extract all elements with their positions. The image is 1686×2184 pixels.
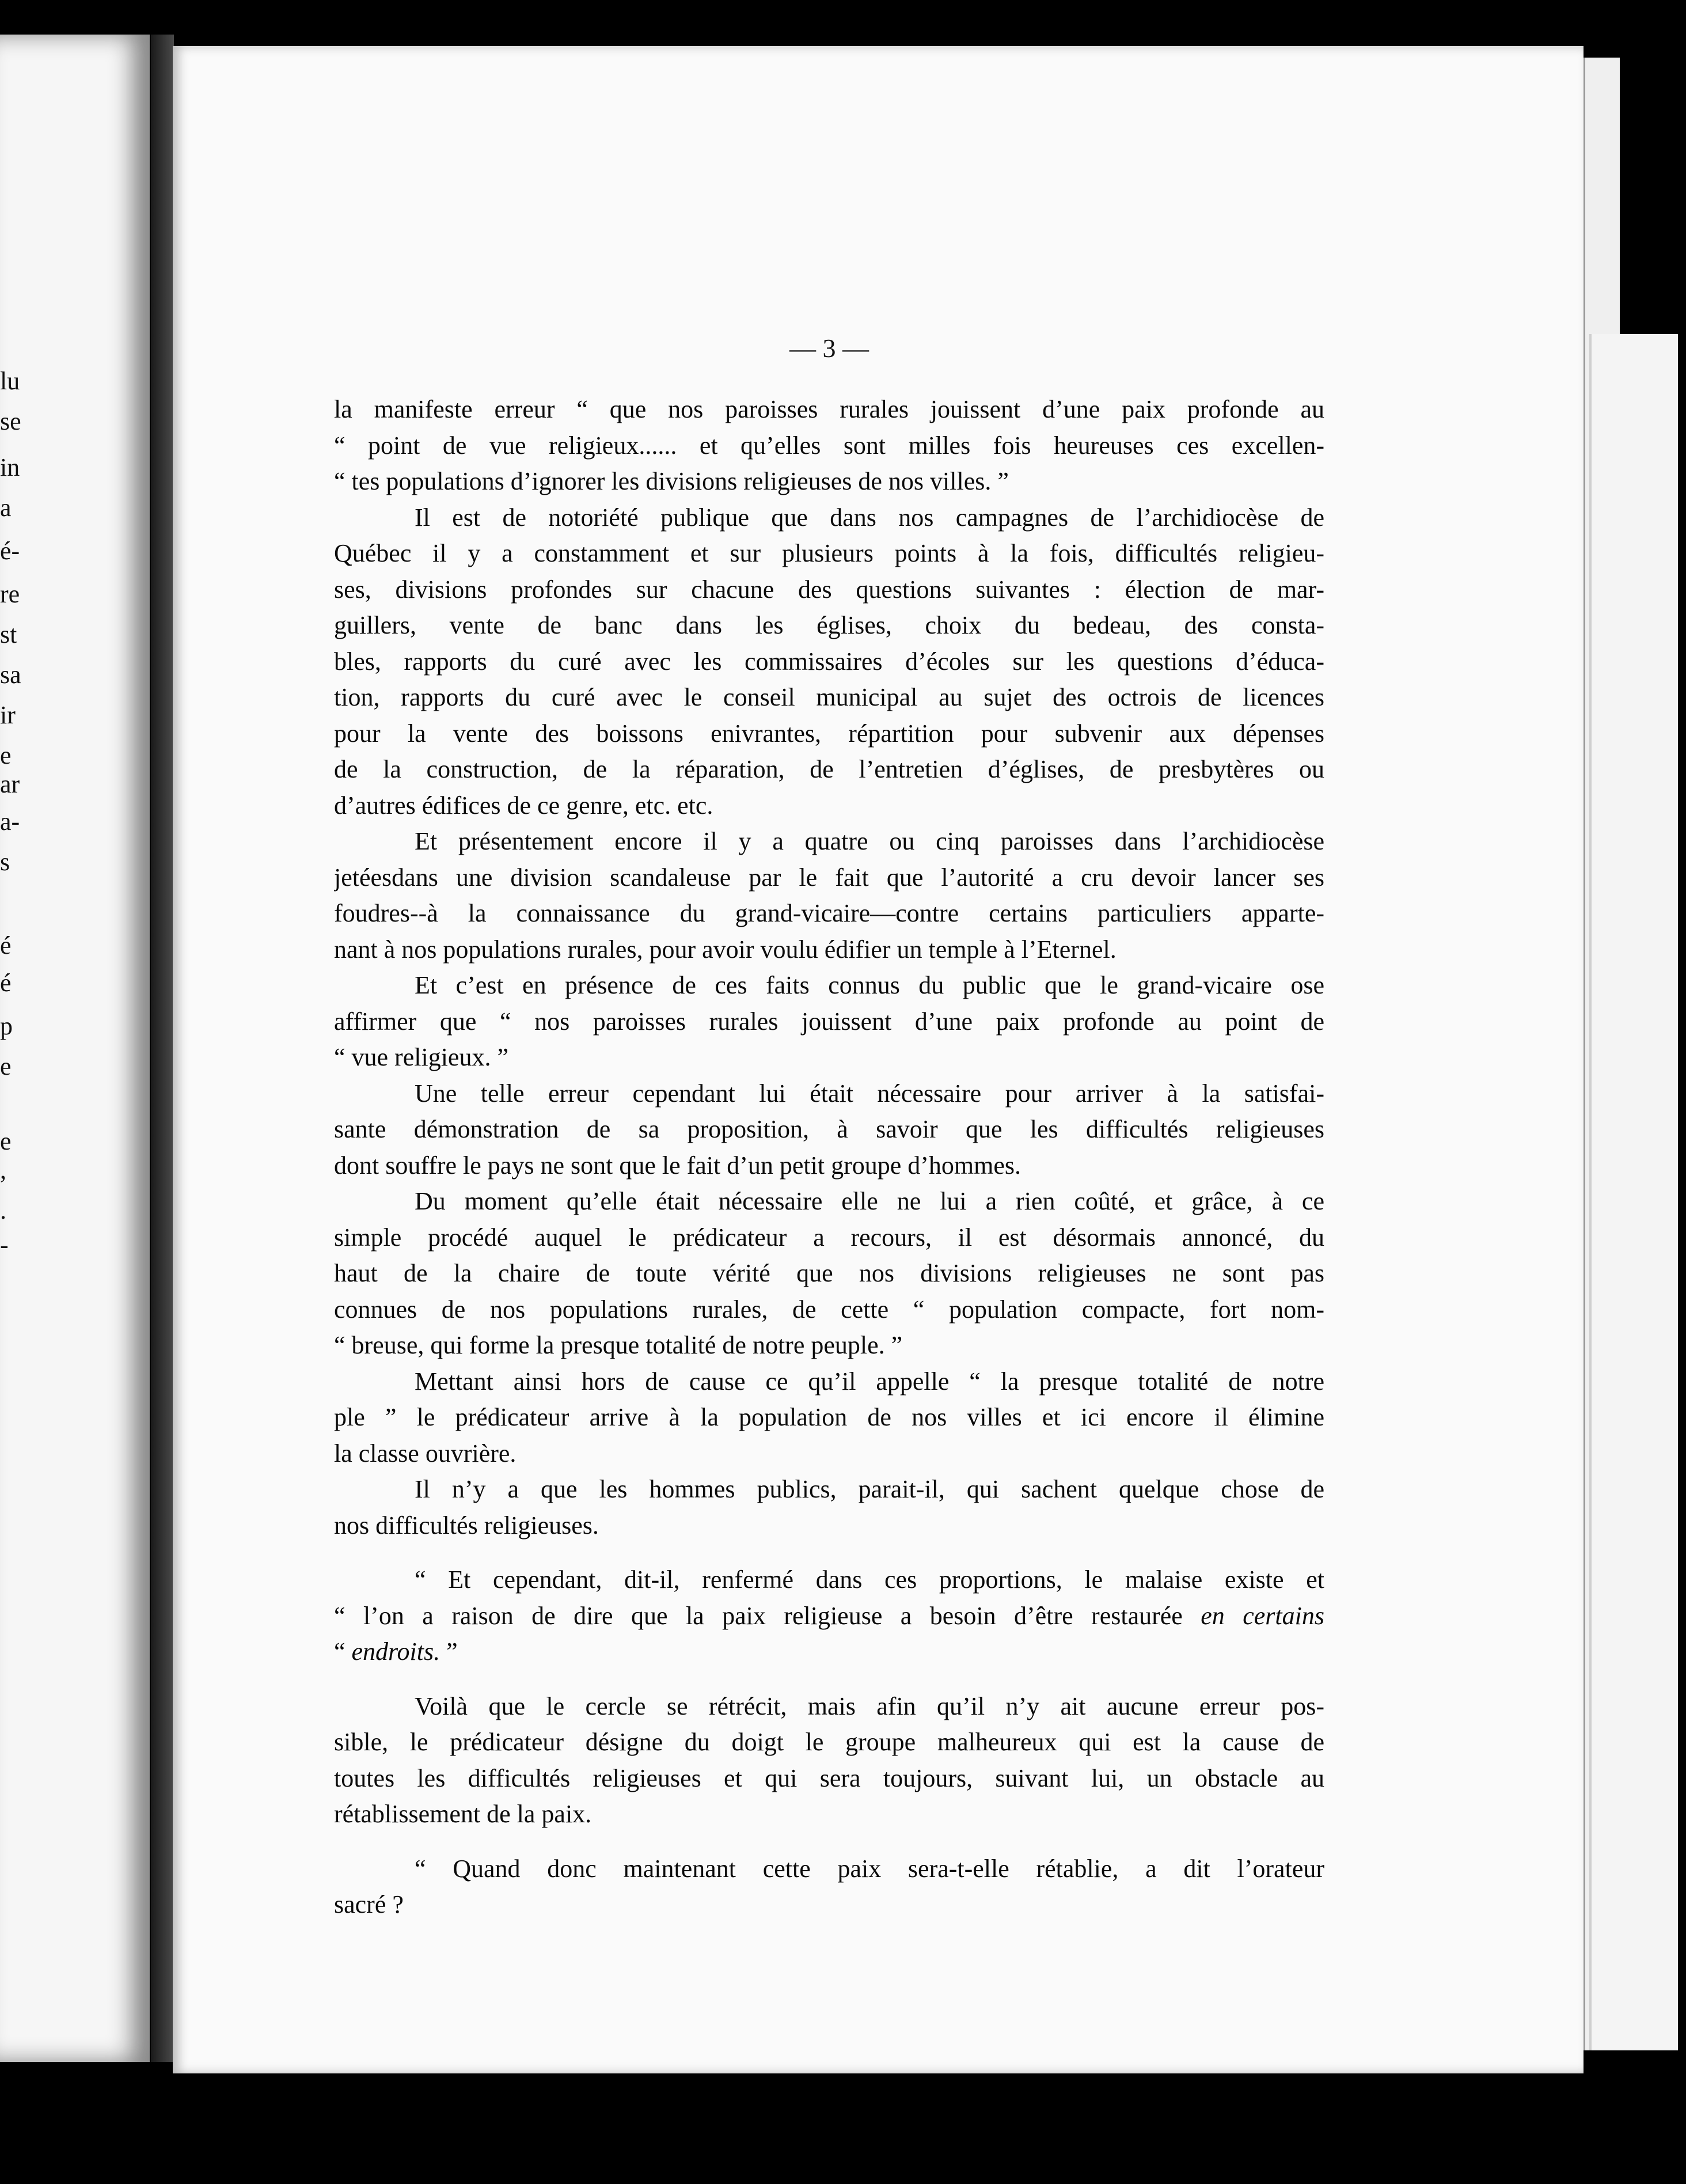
text-line: la classe ouvrière. [334,1439,517,1468]
text-line: haut de la chaire de toute vérité que nos divisions religieuses ne sont pas [334,1259,1324,1287]
text-line: “ breuse, qui forme la presque totalité de notre peuple. ” [334,1331,903,1359]
left-page-fragment: ir [0,701,16,729]
left-facing-page [0,35,150,2062]
left-page-fragment: re [0,580,20,608]
left-page-fragment: lu [0,367,20,395]
text-line: tion, rapports du curé avec le conseil municipal au sujet des octrois de licences [334,683,1324,711]
text-line: sible, le prédicateur désigne du doigt le groupe malheureux qui est la cause de [334,1728,1324,1756]
text-line: foudres--à la connaissance du grand-vicaire—contre certains particuliers apparte- [334,899,1324,927]
left-page-fragment: st [0,620,17,649]
text-line: nant à nos populations rurales, pour avoir voulu édifier un temple à l’Eternel. [334,935,1117,964]
right-page-tab [1589,334,1678,2050]
text-line: Il n’y a que les hommes publics, parait-il, qui sachent quelque chose de [415,1475,1324,1503]
body-text [334,392,1324,1923]
text-line: Du moment qu’elle était nécessaire elle ne lui a rien coûté, et grâce, à ce [415,1187,1324,1215]
text-line: “ vue religieux. ” [334,1043,508,1071]
left-page-fragment: e [0,1127,12,1155]
text-line: “ point de vue religieux...... et qu’elles sont milles fois heureuses ces excellen- [334,431,1324,460]
text-line: guillers, vente de banc dans les églises, choix du bedeau, des consta- [334,611,1324,639]
text-line: la manifeste erreur “ que nos paroisses rurales jouissent d’une paix profonde au [334,395,1324,423]
text-line: ple ” le prédicateur arrive à la population de nos villes et ici encore il élimine [334,1403,1324,1431]
left-page-fragment: s [0,848,10,876]
text-line: “ Et cependant, dit-il, renfermé dans ces proportions, le malaise existe et [415,1565,1324,1594]
text-line: ses, divisions profondes sur chacune des questions suivantes : élection de mar- [334,575,1324,604]
left-page-fragment: é [0,969,12,997]
italic-phrase: en certains [1201,1601,1324,1630]
left-page-fragment: e [0,1052,12,1080]
text-line: toutes les difficultés religieuses et qui sera toujours, suivant lui, un obstacle au [334,1764,1324,1792]
left-page-fragment: é [0,931,12,960]
text-line: de la construction, de la réparation, de l’entretien d’églises, de presbytères ou [334,755,1324,783]
left-page-fragment: se [0,407,21,435]
left-page-fragment: e [0,741,12,769]
left-page-fragment: - [0,1231,9,1259]
text-line: jetéesdans une division scandaleuse par le fait que l’autorité a cru devoir lancer ses [334,863,1324,892]
text-line: simple procédé auquel le prédicateur a recours, il est désormais annoncé, du [334,1223,1324,1252]
left-page-fragment: . [0,1196,6,1224]
left-page-fragment: ar [0,770,20,798]
text-line: “ tes populations d’ignorer les divisions religieuses de nos villes. ” [334,467,1009,495]
text-line: Et présentement encore il y a quatre ou cinq paroisses dans l’archidiocèse [415,827,1324,855]
paragraph-gap [334,1670,1324,1689]
left-page-fragment: in [0,453,20,481]
text-line: “ l’on a raison de dire que la paix religieuse a besoin d’être restaurée en certains [334,1601,1324,1630]
paragraph-gap [334,1544,1324,1562]
text-line: dont souffre le pays ne sont que le fait d’un petit groupe d’hommes. [334,1151,1022,1180]
book-gutter [151,35,174,2062]
text-line: Mettant ainsi hors de cause ce qu’il appelle “ la presque totalité de notre [415,1367,1324,1396]
text-line: sacré ? [334,1890,404,1918]
page-number: — 3 — [789,333,869,363]
left-page-fragment: a [0,494,12,522]
left-page-fragment: é- [0,537,20,565]
italic-phrase: endroits. [351,1637,441,1666]
left-page-fragment: a- [0,807,20,836]
text-line: Québec il y a constamment et sur plusieurs points à la fois, difficultés religieu- [334,539,1324,567]
text-line: sante démonstration de sa proposition, à savoir que les difficultés religieuses [334,1115,1324,1143]
left-page-fragment: p [0,1012,13,1040]
text-line: d’autres édifices de ce genre, etc. etc. [334,791,713,820]
text-line: nos difficultés religieuses. [334,1511,599,1540]
text-line: bles, rapports du curé avec les commissaires d’écoles sur les questions d’éduca- [334,647,1324,676]
text-line: rétablissement de la paix. [334,1800,592,1828]
text-line: Voilà que le cercle se rétrécit, mais afin qu’il n’y ait aucune erreur pos- [415,1692,1324,1720]
text-line: “ Quand donc maintenant cette paix sera-t-elle rétablie, a dit l’orateur [415,1854,1324,1883]
text-line: “ endroits. ” [334,1637,458,1666]
text-line: Une telle erreur cependant lui était nécessaire pour arriver à la satisfai- [415,1079,1324,1108]
text-line: affirmer que “ nos paroisses rurales jouissent d’une paix profonde au point de [334,1007,1324,1036]
text-line: Et c’est en présence de ces faits connus du public que le grand-vicaire ose [415,971,1324,999]
left-page-fragment: , [0,1156,6,1184]
text-line: pour la vente des boissons enivrantes, répartition pour subvenir aux dépenses [334,719,1324,748]
text-line: Il est de notoriété publique que dans nos campagnes de l’archidiocèse de [415,503,1324,532]
text-line: connues de nos populations rurales, de cette “ population compacte, fort nom- [334,1295,1324,1324]
paragraph-gap [334,1833,1324,1851]
left-page-fragment: sa [0,661,21,689]
